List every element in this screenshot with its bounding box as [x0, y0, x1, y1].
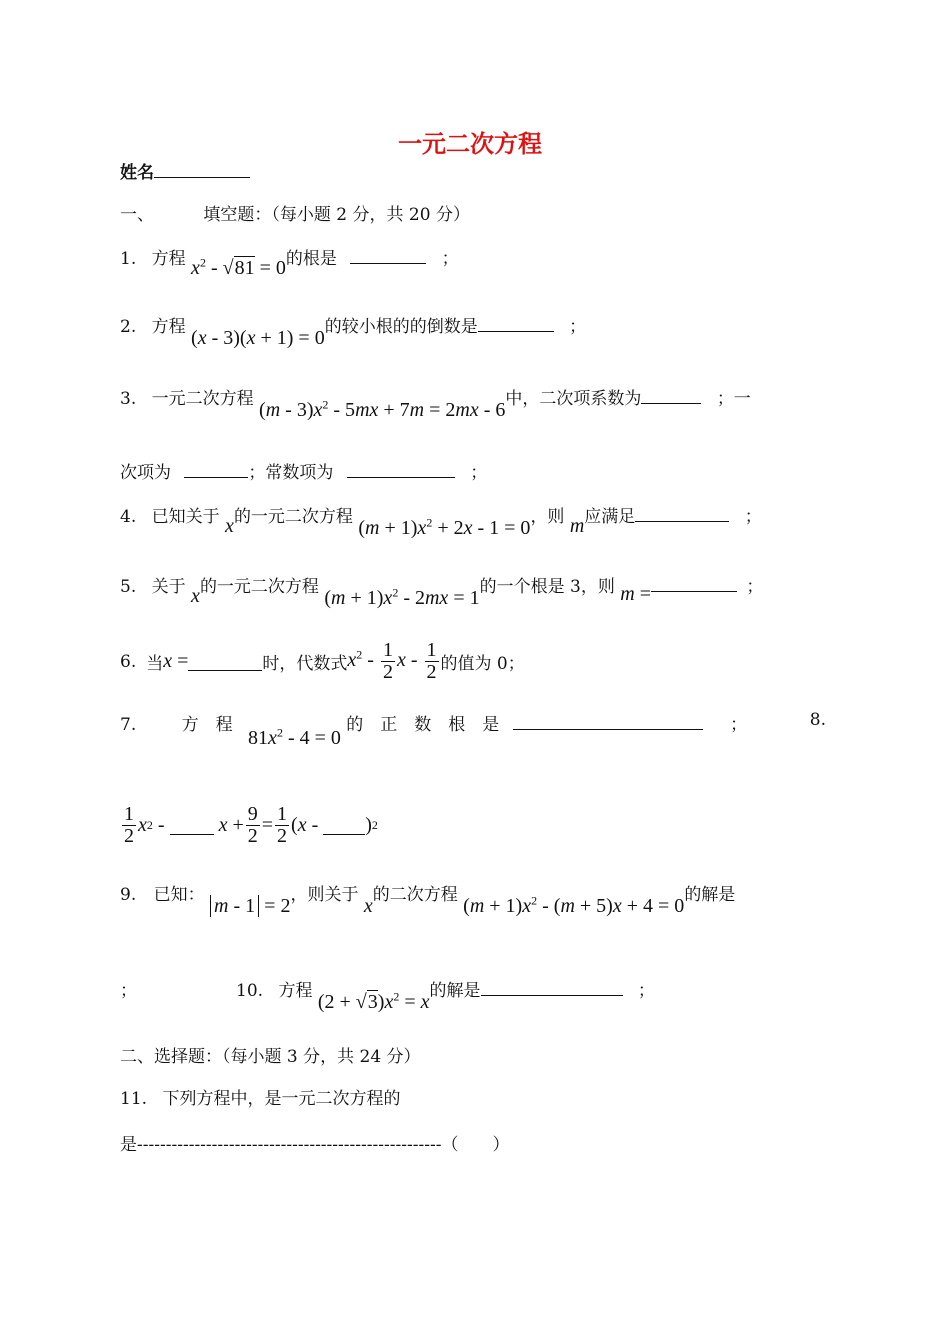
q2-number: 2.: [120, 317, 137, 337]
q9-condition: m - 1 = 2: [210, 895, 290, 917]
q5-end: ；: [746, 577, 764, 597]
q3-blank-b[interactable]: [184, 459, 248, 478]
question-3: [120, 384, 751, 421]
q3-end: ；一: [716, 389, 751, 409]
question-7: [120, 710, 830, 749]
q5-pre: 关于: [151, 577, 186, 597]
q3-line2-b: ；常数项为: [248, 463, 334, 483]
q9-mid: ，则关于: [290, 885, 359, 905]
section1-number: 一、: [120, 205, 154, 225]
q6-post: 的值为 0；: [440, 654, 525, 674]
q10-blank[interactable]: [481, 977, 623, 996]
q5-blank[interactable]: [651, 573, 737, 592]
q4-pre: 已知关于: [151, 507, 220, 527]
q3-line2-a: 次项为: [120, 463, 171, 483]
q10-equation: $(2 + √3)x^2 = x$: [317, 989, 430, 1013]
q3-blank-a[interactable]: [641, 385, 701, 404]
question-1: [120, 244, 459, 279]
q3-blank-c[interactable]: [347, 459, 455, 478]
q6-pre: 当: [146, 654, 164, 674]
q6-x-equals: x =: [163, 650, 189, 672]
q10-number: 10.: [236, 981, 264, 1001]
q7-end: ；: [730, 715, 748, 735]
q1-blank[interactable]: [350, 245, 426, 264]
q7-pre: 方 程: [181, 715, 233, 735]
q3-equation: $(m - 3)x^2 - 5mx + 7m = 2mx - 6$: [259, 397, 506, 421]
section2-heading: 二、选择题：（每小题 3 分，共 24 分）: [120, 1047, 421, 1067]
q9-number: 9.: [120, 885, 137, 905]
q11-text: 下列方程中，是一元二次方程的: [162, 1089, 401, 1109]
question-6: [120, 640, 525, 683]
q7-post: 的 正 数 根 是: [346, 715, 500, 735]
question-9: [120, 880, 736, 917]
q1-end: ；: [441, 249, 459, 269]
question-10: [236, 976, 655, 1013]
q3-post: 中，二次项系数为: [505, 389, 642, 409]
section1-heading: [120, 200, 470, 225]
question-11: [120, 1084, 400, 1109]
q1-equation: $x^2 - √81 = 0$: [191, 255, 286, 279]
q11-answer-line: 是-----------------------------------------------------（ ）: [120, 1135, 510, 1155]
q8-blank-a[interactable]: [170, 816, 214, 835]
question-9-end: ；: [120, 981, 137, 1001]
q8-blank-b[interactable]: [323, 816, 365, 835]
q7-equation: $81x^2 - 4 = 0$: [248, 725, 341, 749]
q4-mid: 的一元二次方程: [233, 507, 353, 527]
page-title: 一元二次方程: [398, 129, 542, 158]
question-4: [120, 502, 762, 539]
q10-pre: 方程: [278, 981, 313, 1001]
section1-text: 填空题：（每小题 2 分，共 20 分）: [203, 205, 470, 225]
q8-number: 8.: [809, 710, 826, 730]
q9-equation: $(m + 1)x^2 - (m + 5)x + 4 = 0$: [463, 893, 685, 917]
q3-line2-end: ；: [470, 463, 488, 483]
q4-equation: $(m + 1)x^2 + 2x - 1 = 0$: [358, 515, 531, 539]
q10-end: ；: [637, 981, 655, 1001]
q9-mid2: 的二次方程: [372, 885, 458, 905]
q1-post: 的根是: [285, 249, 337, 269]
q9-variable: x: [363, 895, 373, 917]
q2-pre: 方程: [151, 317, 186, 337]
q7-number: 7.: [120, 715, 137, 735]
q5-post: 的一个根是 3，则: [479, 577, 615, 597]
question-2: [120, 312, 587, 349]
q4-post: ，则: [530, 507, 565, 527]
q6-blank[interactable]: [188, 652, 262, 671]
q2-blank[interactable]: [478, 313, 554, 332]
q3-pre: 一元二次方程: [151, 389, 254, 409]
question-5: [120, 572, 764, 609]
q1-pre: 方程: [151, 249, 186, 269]
q1-number: 1.: [120, 249, 137, 269]
q6-mid: 时，代数式: [262, 654, 348, 674]
q4-end: ；: [744, 507, 762, 527]
q4-variable-m: m: [569, 515, 585, 537]
q5-equation: $(m + 1)x^2 - 2mx = 1$: [324, 585, 480, 609]
name-field: [120, 158, 250, 183]
name-blank[interactable]: [154, 159, 250, 178]
q10-post: 的解是: [429, 981, 481, 1001]
q11-number: 11.: [120, 1089, 148, 1109]
q7-blank[interactable]: [513, 711, 703, 730]
q3-number: 3.: [120, 389, 137, 409]
q9-post: 的解是: [684, 885, 736, 905]
question-8-equation: $\frac{1}{2}$ x 2 - x + $\frac{9}{2}$ = $\frac{1}{2}$ ( x - ) 2: [124, 803, 378, 847]
q5-m-equals: m =: [620, 583, 651, 605]
q5-mid: 的一元二次方程: [199, 577, 319, 597]
q2-end: ；: [569, 317, 587, 337]
q5-number: 5.: [120, 577, 137, 597]
name-label: 姓名: [120, 163, 154, 183]
q6-number: 6.: [120, 651, 137, 672]
q6-expression: $x^2$ - $\frac{1}{2}$ x - $\frac{1}{2}$: [347, 639, 437, 683]
q4-number: 4.: [120, 507, 137, 527]
question-3-line2: [120, 458, 487, 483]
q2-post: 的较小根的的倒数是: [324, 317, 478, 337]
q5-variable: x: [191, 585, 200, 607]
q4-blank[interactable]: [635, 503, 729, 522]
q4-post2: 应满足: [584, 507, 636, 527]
q4-variable: x: [225, 515, 234, 537]
q2-equation: (x - 3)(x + 1) = 0: [191, 327, 325, 349]
q9-pre: 已知：: [153, 885, 205, 905]
